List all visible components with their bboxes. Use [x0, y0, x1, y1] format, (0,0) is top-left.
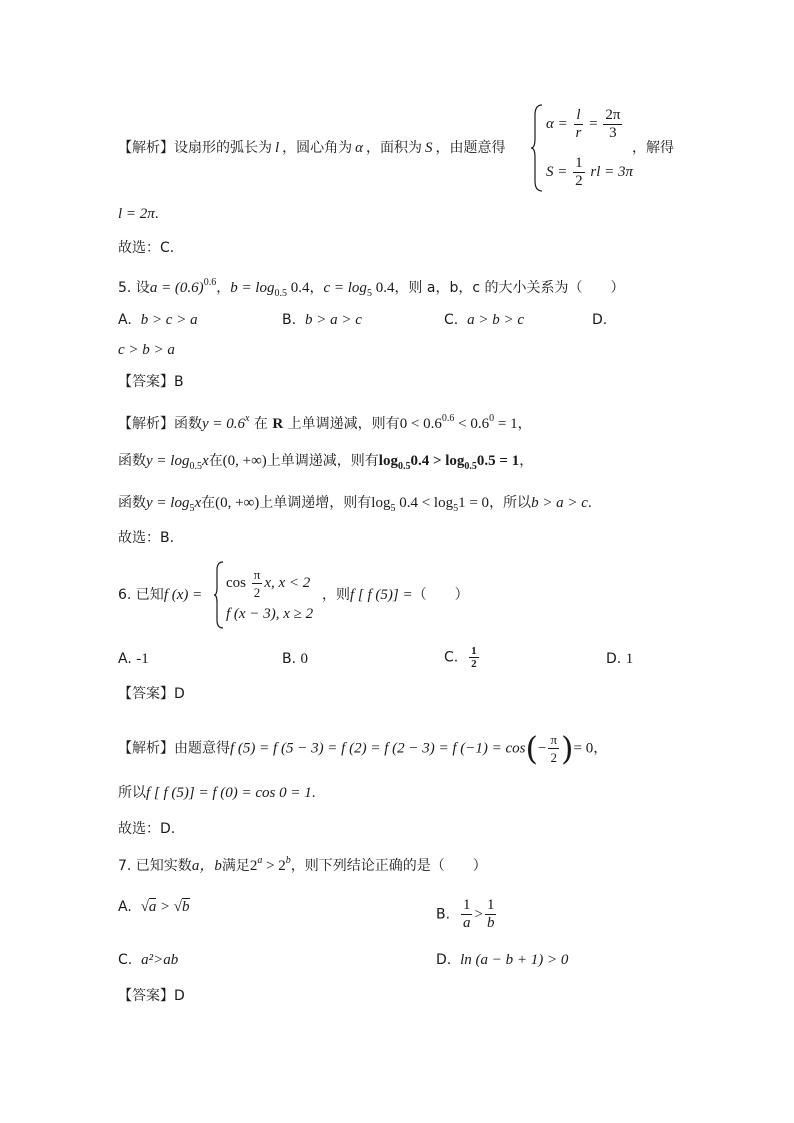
question-6-tail: ，则f [ f (5)] =（ ）	[322, 587, 469, 603]
option-b[interactable]: B. $\frac{1}{a}$ > $\frac{1}{b}$	[436, 897, 495, 931]
fraction: $\frac{\pi}{2}$	[253, 567, 261, 600]
sqrt-a: √a	[140, 899, 157, 915]
option-b[interactable]: B. 0	[282, 651, 309, 667]
question-6: 6. 已知f (x) =	[118, 587, 203, 603]
analysis-q4: 【解析】设扇形的弧长为 l ，圆心角为 α ，面积为 S ，由题意得	[118, 140, 506, 156]
option-c[interactable]: C. $\frac{1}{2}$	[444, 645, 477, 670]
piecewise-case2: f (x − 3), x ≥ 2	[226, 606, 314, 622]
option-c[interactable]: C. a²>ab	[118, 952, 179, 968]
fraction: $\frac{1}{a}$	[462, 897, 471, 931]
system-eq1: α = $\frac{l}{r}$ = $\frac{2\pi}{3}$	[546, 107, 621, 141]
answer-line: 【答案】B	[118, 374, 184, 390]
fraction: $\frac{2\pi}{3}$	[605, 107, 621, 141]
fraction: $\frac{l}{r}$	[575, 107, 582, 141]
fraction: $\frac{\pi}{2}$	[550, 732, 558, 765]
system-eq2: S = $\frac{1}{2}$ rl = 3π	[546, 155, 634, 189]
system-brace	[530, 103, 544, 197]
piecewise-brace	[213, 560, 225, 634]
analysis-q5-line1: 【解析】函数$y = 0.6^x$ 在 R 上单调递减，则有$0 < 0.6^{0.6} < 0.6^0 = 1$，	[118, 413, 532, 432]
question-7: 7. 已知实数a，b满足$2^a > 2^b$，则下列结论正确的是（ ）	[118, 855, 487, 874]
answer-line: 【答案】D	[118, 988, 185, 1004]
analysis-tag: 【解析】	[118, 140, 174, 156]
option-b[interactable]: B. b > a > c	[282, 312, 362, 328]
answer-line: 【答案】D	[118, 686, 185, 702]
sqrt-b: √b	[173, 899, 190, 915]
fraction: $\frac{1}{2}$	[471, 645, 477, 670]
option-c[interactable]: C. a > b > c	[444, 312, 525, 328]
fraction: $\frac{1}{2}$	[575, 155, 583, 189]
option-a[interactable]: A. -1	[118, 651, 149, 667]
option-d[interactable]: D. ln (a − b + 1) > 0	[436, 952, 569, 968]
analysis-q5-line3: 函数$y = \log_5x$在(0, +∞)上单调递增，则有$\log_5 0.4 < \log_51 = 0$，所以b > a > c.	[118, 495, 592, 514]
fraction: $\frac{1}{b}$	[486, 897, 495, 931]
choice-line: 故选：D.	[118, 821, 176, 837]
piecewise-case1: cos $\frac{\pi}{2}$ x, x < 2	[226, 567, 311, 600]
option-d[interactable]: D. 1	[606, 651, 634, 667]
option-d-value: c > b > a	[118, 342, 175, 358]
choice-line: 故选：B.	[118, 530, 175, 546]
choice-line: 故选：C.	[118, 240, 175, 256]
analysis-q5-line2: 函数$y = \log_{0.5}x$在(0, +∞)上单调递减，则有$\log_{0.5}0.4 > \log_{0.5}0.5 = 1$，	[118, 453, 534, 472]
analysis-q6-line2: 所以f [ f (5)] = f (0) = cos 0 = 1.	[118, 785, 316, 801]
result-line: l = 2π.	[118, 206, 159, 222]
option-a[interactable]: A. √a > √b	[118, 899, 190, 915]
option-a[interactable]: A. b > c > a	[118, 312, 198, 328]
option-d[interactable]: D.	[592, 312, 608, 328]
question-5: 5. 设$a = (0.6)^{0.6}$，$b = \log_{0.5} 0.4$，$c = \log_5 0.4$，则 a，b，c 的大小关系为（ ）	[118, 277, 625, 299]
system-tail: ，解得	[632, 140, 674, 156]
analysis-q6-line1: 【解析】由题意得f (5) = f (5 − 3) = f (2) = f (2 − 3) = f (−1) = cos(− $\frac{\pi}{2}$ )= 0，	[118, 729, 608, 768]
